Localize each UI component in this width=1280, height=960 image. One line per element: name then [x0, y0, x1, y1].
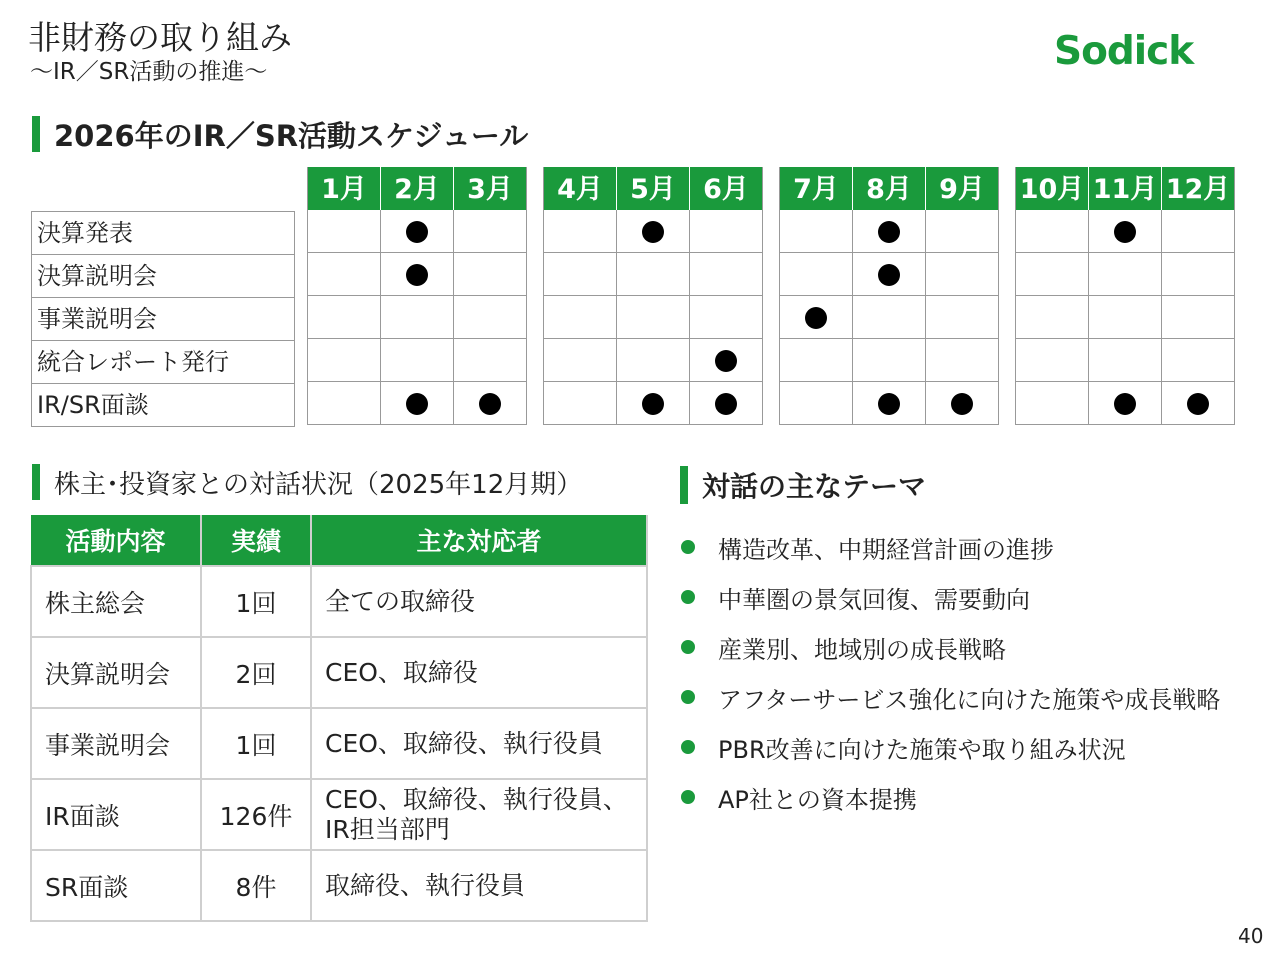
month-header-row — [1016, 167, 1235, 210]
responder-cell: 全ての取締役 — [311, 566, 647, 637]
schedule-cell — [308, 210, 381, 253]
month-header: 3月 — [454, 167, 527, 210]
month-header-row — [544, 167, 763, 210]
page-subtitle: 〜IR／SR活動の推進〜 — [30, 59, 268, 85]
schedule-cell — [926, 210, 999, 253]
theme-text: AP社との資本提携 — [718, 785, 917, 814]
list-item — [680, 722, 1270, 772]
theme-text: アフターサービス強化に向けた施策や成長戦略 — [718, 685, 1221, 714]
scheduled-dot-icon — [406, 221, 428, 243]
schedule-row — [780, 382, 999, 425]
schedule-cell — [1089, 339, 1162, 382]
quarter-group — [543, 167, 763, 425]
schedule-cell — [1089, 382, 1162, 425]
schedule-cell — [690, 339, 763, 382]
scheduled-dot-icon — [1114, 393, 1136, 415]
month-header: 4月 — [544, 167, 617, 210]
table-header-row — [31, 515, 647, 566]
schedule-cell — [780, 296, 853, 339]
heading-accent-bar — [32, 116, 40, 152]
scheduled-dot-icon — [715, 393, 737, 415]
quarter-group — [779, 167, 999, 425]
schedule-cell — [780, 210, 853, 253]
quarter-group — [1015, 167, 1235, 425]
schedule-row — [780, 296, 999, 339]
schedule-cell — [780, 253, 853, 296]
month-header-row — [308, 167, 527, 210]
schedule-cell — [690, 382, 763, 425]
quarter-group — [307, 167, 527, 425]
table-row — [31, 850, 647, 921]
schedule-heading — [32, 116, 528, 152]
schedule-row-label: 決算説明会 — [32, 255, 295, 298]
heading-accent-bar — [680, 466, 688, 504]
schedule-cell — [1162, 382, 1235, 425]
schedule-cell — [853, 210, 926, 253]
schedule-cell — [780, 382, 853, 425]
list-item — [680, 772, 1270, 822]
schedule-cell — [1016, 339, 1089, 382]
schedule-cell — [454, 339, 527, 382]
table-row — [31, 637, 647, 708]
scheduled-dot-icon — [479, 393, 501, 415]
schedule-cell — [381, 210, 454, 253]
scheduled-dot-icon — [878, 221, 900, 243]
column-header: 活動内容 — [31, 515, 201, 566]
column-header: 実績 — [201, 515, 311, 566]
schedule-cell — [690, 253, 763, 296]
schedule-row — [544, 339, 763, 382]
activity-cell: 株主総会 — [31, 566, 201, 637]
scheduled-dot-icon — [642, 393, 664, 415]
table-row — [31, 566, 647, 637]
scheduled-dot-icon — [1187, 393, 1209, 415]
schedule-cell — [926, 296, 999, 339]
schedule-row — [308, 339, 527, 382]
month-header: 9月 — [926, 167, 999, 210]
schedule-cell — [617, 382, 690, 425]
schedule-cell — [454, 253, 527, 296]
schedule-cell — [1016, 253, 1089, 296]
responder-cell: CEO、取締役、執行役員 — [311, 708, 647, 779]
result-cell: 8件 — [201, 850, 311, 921]
scheduled-dot-icon — [406, 264, 428, 286]
month-header: 6月 — [690, 167, 763, 210]
table-row — [31, 779, 647, 850]
schedule-row-label: 決算発表 — [32, 212, 295, 255]
bullet-dot-icon — [681, 790, 695, 804]
schedule-cell — [1016, 296, 1089, 339]
schedule-row — [1016, 296, 1235, 339]
activity-cell: IR面談 — [31, 779, 201, 850]
responder-cell — [311, 779, 647, 850]
schedule-row — [1016, 210, 1235, 253]
responder-line: CEO、取締役、執行役員、 — [325, 784, 628, 814]
schedule-cell — [544, 210, 617, 253]
schedule-cell — [1016, 382, 1089, 425]
schedule-cell — [617, 253, 690, 296]
theme-text: 構造改革、中期経営計画の進捗 — [718, 535, 1054, 564]
responder-cell: 取締役、執行役員 — [311, 850, 647, 921]
themes-list — [680, 522, 1270, 822]
schedule-cell — [1162, 253, 1235, 296]
month-header: 12月 — [1162, 167, 1235, 210]
schedule-cell — [853, 253, 926, 296]
schedule-cell — [544, 339, 617, 382]
month-header: 7月 — [780, 167, 853, 210]
schedule-cell — [308, 339, 381, 382]
scheduled-dot-icon — [715, 350, 737, 372]
schedule-row-label: 事業説明会 — [32, 298, 295, 341]
schedule-row — [544, 382, 763, 425]
scheduled-dot-icon — [878, 264, 900, 286]
bullet-dot-icon — [681, 690, 695, 704]
schedule-cell — [853, 339, 926, 382]
scheduled-dot-icon — [878, 393, 900, 415]
bullet-dot-icon — [681, 590, 695, 604]
schedule-cell — [853, 296, 926, 339]
schedule-row-label: 統合レポート発行 — [32, 341, 295, 384]
schedule-row — [308, 210, 527, 253]
schedule-cell — [381, 382, 454, 425]
schedule-cell — [544, 253, 617, 296]
activity-cell: 事業説明会 — [31, 708, 201, 779]
page-number: 40 — [1238, 924, 1264, 948]
schedule-cell — [690, 210, 763, 253]
scheduled-dot-icon — [1114, 221, 1136, 243]
schedule-cell — [454, 210, 527, 253]
schedule-cell — [1089, 253, 1162, 296]
schedule-row — [780, 253, 999, 296]
bullet-dot-icon — [681, 540, 695, 554]
schedule-cell — [544, 382, 617, 425]
heading-accent-bar — [32, 464, 40, 500]
dialogue-heading — [32, 464, 582, 500]
schedule-row-labels — [31, 211, 295, 427]
schedule-cell — [926, 382, 999, 425]
column-header: 主な対応者 — [311, 515, 647, 566]
responder-cell: CEO、取締役 — [311, 637, 647, 708]
schedule-row — [544, 253, 763, 296]
month-header: 2月 — [381, 167, 454, 210]
theme-text: 産業別、地域別の成長戦略 — [718, 635, 1006, 664]
schedule-cell — [308, 296, 381, 339]
schedule-cell — [617, 339, 690, 382]
schedule-cell — [1162, 296, 1235, 339]
schedule-row — [308, 253, 527, 296]
scheduled-dot-icon — [951, 393, 973, 415]
result-cell: 2回 — [201, 637, 311, 708]
schedule-cell — [1016, 210, 1089, 253]
schedule-cell — [690, 296, 763, 339]
schedule-cell — [308, 253, 381, 296]
bullet-dot-icon — [681, 740, 695, 754]
month-header: 8月 — [853, 167, 926, 210]
activity-cell: 決算説明会 — [31, 637, 201, 708]
responder-line: IR担当部門 — [325, 814, 450, 844]
schedule-row — [308, 296, 527, 339]
month-header-row — [780, 167, 999, 210]
dialogue-heading-text: 株主･投資家との対話状況（2025年12月期） — [54, 469, 583, 500]
activity-cell: SR面談 — [31, 850, 201, 921]
schedule-cell — [454, 382, 527, 425]
schedule-cell — [1089, 210, 1162, 253]
themes-heading-text: 対話の主なテーマ — [702, 470, 927, 503]
list-item — [680, 672, 1270, 722]
list-item — [680, 522, 1270, 572]
month-header: 5月 — [617, 167, 690, 210]
result-cell: 1回 — [201, 566, 311, 637]
page-title: 非財務の取り組み — [28, 18, 292, 57]
schedule-cell — [853, 382, 926, 425]
schedule-heading-text: 2026年のIR／SR活動スケジュール — [54, 118, 529, 153]
dialogue-table — [30, 515, 648, 922]
schedule-row — [544, 296, 763, 339]
result-cell: 1回 — [201, 708, 311, 779]
schedule-row — [780, 339, 999, 382]
schedule-cell — [544, 296, 617, 339]
month-header: 1月 — [308, 167, 381, 210]
schedule-row — [1016, 253, 1235, 296]
schedule-row — [780, 210, 999, 253]
schedule-row — [1016, 382, 1235, 425]
schedule-cell — [381, 253, 454, 296]
schedule-cell — [1162, 210, 1235, 253]
scheduled-dot-icon — [805, 307, 827, 329]
sodick-logo: Sodick — [1054, 29, 1194, 74]
schedule-cell — [454, 296, 527, 339]
schedule-cell — [617, 296, 690, 339]
schedule-cell — [381, 296, 454, 339]
list-item — [680, 572, 1270, 622]
theme-text: PBR改善に向けた施策や取り組み状況 — [718, 735, 1126, 764]
schedule-cell — [381, 339, 454, 382]
table-row — [31, 708, 647, 779]
schedule-row — [1016, 339, 1235, 382]
bullet-dot-icon — [681, 640, 695, 654]
month-header: 11月 — [1089, 167, 1162, 210]
schedule-cell — [1089, 296, 1162, 339]
theme-text: 中華圏の景気回復、需要動向 — [718, 585, 1030, 614]
schedule-cell — [308, 382, 381, 425]
schedule-cell — [926, 339, 999, 382]
month-header: 10月 — [1016, 167, 1089, 210]
schedule-row — [544, 210, 763, 253]
schedule-cell — [780, 339, 853, 382]
schedule-row-label: IR/SR面談 — [32, 384, 295, 427]
schedule-cell — [926, 253, 999, 296]
schedule-cell — [1162, 339, 1235, 382]
result-cell: 126件 — [201, 779, 311, 850]
scheduled-dot-icon — [406, 393, 428, 415]
schedule-cell — [617, 210, 690, 253]
themes-heading — [680, 466, 926, 504]
list-item — [680, 622, 1270, 672]
scheduled-dot-icon — [642, 221, 664, 243]
schedule-row — [308, 382, 527, 425]
